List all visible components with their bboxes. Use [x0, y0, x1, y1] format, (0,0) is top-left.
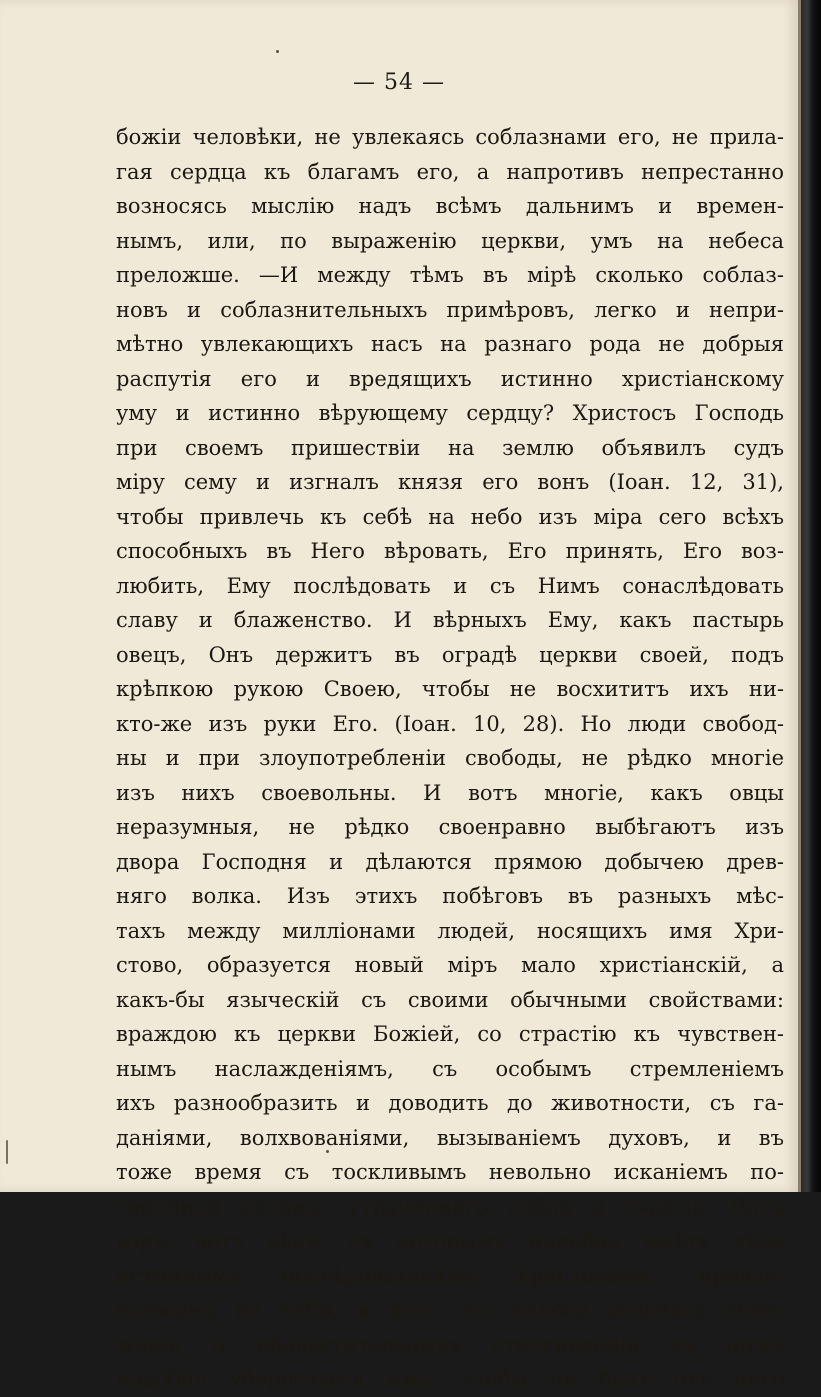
- text-line: неразумныя, не рѣдко своенравно выбѣгаютъ изъ: [116, 815, 784, 839]
- text-line: тоже время съ тоскливымъ невольно исканіемъ по-: [116, 1160, 784, 1184]
- text-line: каемымъ на небо, и вотъ отъ какого опаснаго сбли-: [116, 1298, 784, 1322]
- text-line: кто-же изъ руки Его. (Іоан. 10, 28). Но люди свобод-: [116, 711, 784, 736]
- text-line: любить, Ему послѣдовать и съ Нимъ сонаслѣдовать: [116, 573, 784, 598]
- page-text: [116, 120, 784, 1397]
- text-line: изъ нихъ своевольны. И вотъ многіе, какъ овцы: [116, 780, 784, 805]
- text-line: двора Господня и дѣлаются прямою добычею древ-: [116, 849, 784, 874]
- text-line: нымъ, или, по выраженію церкви, умъ на небеса: [116, 228, 784, 253]
- text-line: даніями, волхвованіями, вызываніемъ духовъ, и въ: [116, 1125, 784, 1150]
- text-line: божіи человѣки, не увлекаясь соблазнами его, не прила-: [116, 125, 784, 149]
- text-line: стово, образуется новый міръ мало христіанскій, а: [116, 953, 784, 977]
- text-line: міръ, вотъ вѣкъ, съ которымъ надобно имѣть дѣло: [116, 1229, 784, 1253]
- text-line: уму и истинно вѣрующему сердцу? Христосъ Господь: [116, 401, 784, 425]
- text-line: ихъ разнообразить и доводить до животности, съ га-: [116, 1091, 784, 1115]
- text-line: міру сему и изгналъ князя его вонъ (Іоан. 12, 31),: [116, 470, 784, 494]
- text-line: гая сердца къ благамъ его, а напротивъ непрестанно: [116, 159, 784, 184]
- text-line: мѣтно увлекающихъ насъ на разнаго рода не добрыя: [116, 332, 784, 356]
- text-line: женія и обольстительныхъ столкновеній съ нимъ: [116, 1332, 784, 1357]
- text-line: какъ-бы языческій съ своими обычными свойствами:: [116, 987, 784, 1012]
- text-line: славу и блаженство. И вѣрныхъ Ему, какъ пастырь: [116, 608, 784, 632]
- text-line: способныхъ въ Него вѣровать, Его принять, Его воз-: [116, 539, 784, 563]
- text-line: нымъ наслажденіямъ, съ особымъ стремленіемъ: [116, 1056, 784, 1081]
- text-line: враждою къ церкви Божіей, со страстію къ чувствен-: [116, 1022, 784, 1046]
- text-line: няго волка. Изъ этихъ побѣговъ въ разныхъ мѣс-: [116, 884, 784, 908]
- text-line: истиннымъ послѣдователямъ Христовымъ, привле-: [116, 1263, 784, 1288]
- page-number: — 54 —: [353, 70, 445, 95]
- text-line: возносясь мыслію надъ всѣмъ дальнимъ и времен-: [116, 194, 784, 218]
- text-line: тахъ между милліонами людей, носящихъ имя Хри-: [116, 918, 784, 943]
- text-line: преложше. —И между тѣмъ въ мірѣ сколько соблаз-: [116, 263, 784, 287]
- adjacent-page-edge: [801, 0, 821, 1192]
- text-line: надобно уберегаться имъ, чтобы не быть отъ него: [116, 1367, 784, 1391]
- text-line: терянной истины, утраченнаго добра и счастія. Вотъ: [116, 1194, 784, 1219]
- text-line: ны и при злоупотребленіи свободы, не рѣдко многіе: [116, 746, 784, 770]
- text-line: при своемъ пришествіи на землю объявилъ судъ: [116, 435, 784, 460]
- text-line: крѣпкою рукою Своею, чтобы не восхититъ ихъ ни-: [116, 677, 784, 701]
- text-line: овецъ, Онъ держитъ въ оградѣ церкви своей, подъ: [116, 642, 784, 667]
- text-line: распутія его и вредящихъ истинно христіанскому: [116, 366, 784, 391]
- text-line: чтобы привлечь къ себѣ на небо изъ міра сего всѣхъ: [116, 504, 784, 529]
- text-line: новъ и соблазнительныхъ примѣровъ, легко и непри-: [116, 297, 784, 322]
